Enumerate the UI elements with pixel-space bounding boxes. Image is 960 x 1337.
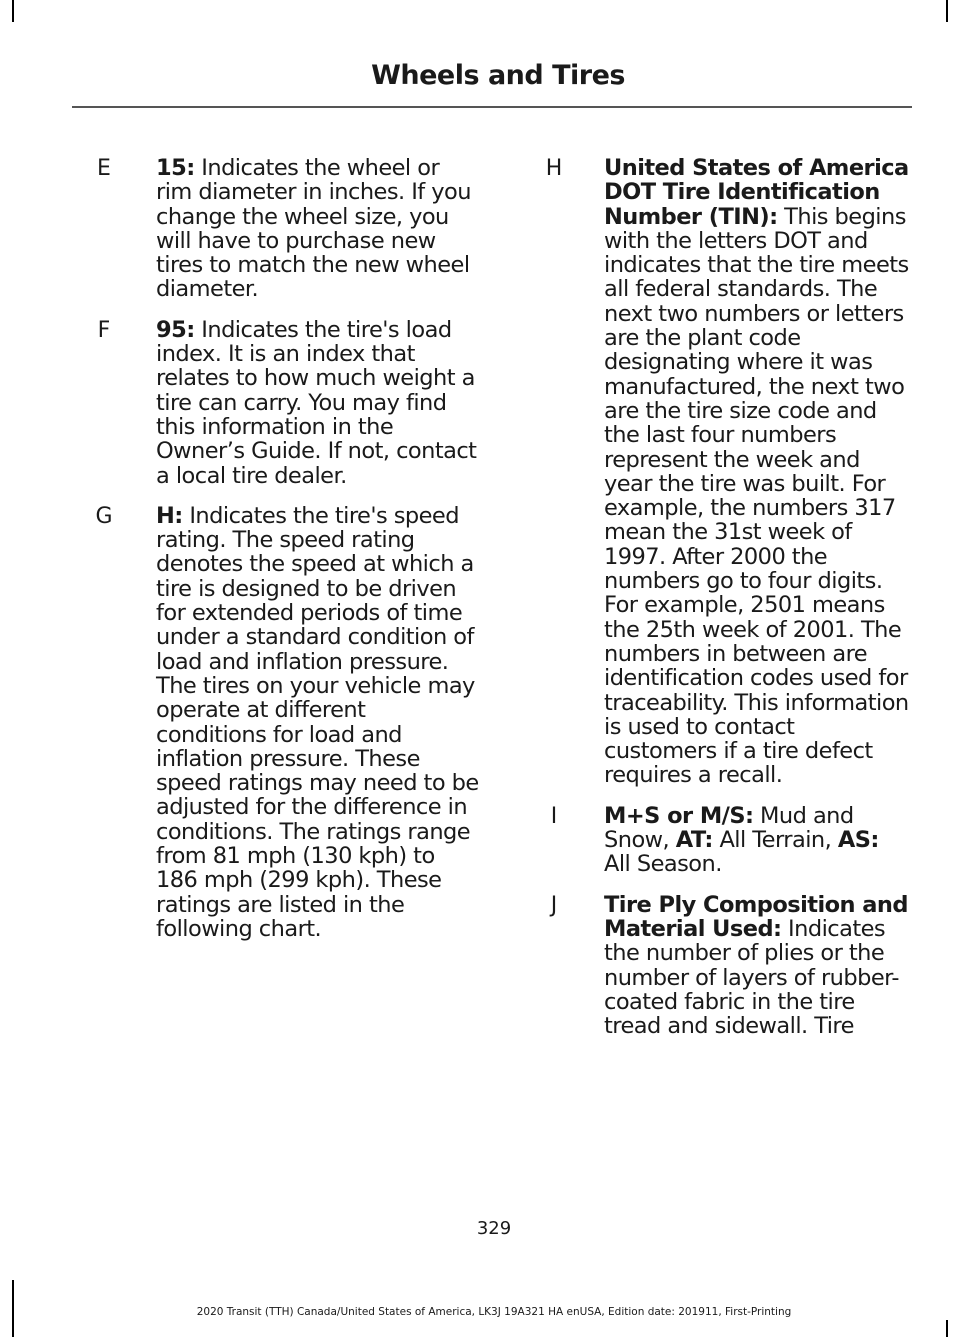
item-text: Indicates the tire's speed rating. The speed rating denotes the speed at which a tire is designed to be driven for extended periods of time under a standard condition of load and inflation pressure. The tires on your vehicle may operate at different conditions for load and inflation pressure. These speed ratings may need to be adjusted for the difference in conditions. The ratings range from 81 mph (130 kph) to 186 mph (299 kph). These ratings are listed in the following chart.	[156, 502, 479, 942]
item-text: Indicates the number of plies or the number of layers of rubber-coated fabric in the tire tread and sidewall. Tire	[604, 915, 899, 1040]
item-description	[604, 893, 910, 1039]
item-text: Mud and Snow,	[604, 802, 854, 854]
item-letter: I	[550, 803, 558, 829]
item-text: This begins with the letters DOT and indicates that the tire meets all federal standards. The next two numbers or letters are the plant code designating where it was manufactured, the next two are the tire size code and the last four numbers represent the week and year the tire was built. For example, the numbers 317 mean the 31st week of 1997. After 2000 the numbers go to four digits. For example, 2501 means the 25th week of 2001. The numbers in between are identification codes used for traceability. This information is used to contact customers if a tire defect requires a recall.	[604, 203, 909, 789]
item-description	[604, 804, 910, 877]
item-text: All Terrain,	[712, 827, 838, 854]
item-text: Indicates the tire's load index. It is an index that relates to how much weight a tire can carry. You may find this information in the Owner’s Guide. If not, contact a local tire dealer.	[156, 316, 477, 489]
page-number: 329	[476, 1218, 512, 1239]
item-term: AS:	[837, 827, 879, 854]
item-description	[604, 156, 910, 788]
item-term: AT:	[675, 827, 713, 854]
list-item-h	[530, 156, 910, 788]
item-description	[156, 318, 480, 488]
item-letter: F	[97, 317, 111, 343]
item-letter: J	[550, 892, 558, 918]
item-term: 15:	[156, 155, 195, 181]
item-term: Tire Ply Composition and Material Used:	[604, 891, 908, 942]
item-term: United States of America DOT Tire Identification Number (TIN):	[604, 155, 909, 230]
item-text: Indicates the wheel or rim diameter in inches. If you change the wheel size, you will have to purchase new tires to match the new wheel diameter.	[156, 155, 471, 303]
item-description	[156, 504, 480, 941]
header-divider	[72, 106, 912, 108]
item-letter: H	[545, 156, 563, 181]
item-term: H:	[156, 502, 183, 529]
page-title: Wheels and Tires	[371, 60, 625, 91]
crop-mark-top-left	[12, 0, 14, 22]
list-item-g	[80, 504, 480, 941]
item-letter: G	[95, 503, 113, 529]
list-item-e	[80, 156, 480, 302]
crop-mark-top-right	[946, 0, 948, 22]
item-text: All Season.	[604, 851, 722, 878]
item-letter: E	[97, 156, 111, 181]
list-item-i	[530, 804, 910, 877]
left-column	[80, 156, 480, 957]
right-column	[530, 156, 910, 1054]
crop-mark-bottom-right	[946, 1320, 948, 1337]
item-term: M+S or M/S:	[604, 802, 754, 829]
list-item-j	[530, 893, 910, 1039]
page-footer: 2020 Transit (TTH) Canada/United States of America, LK3J 19A321 HA enUSA, Edition date: 201911, First-Printing	[196, 1306, 792, 1318]
item-description	[156, 156, 480, 302]
item-term: 95:	[156, 316, 195, 343]
list-item-f	[80, 318, 480, 488]
